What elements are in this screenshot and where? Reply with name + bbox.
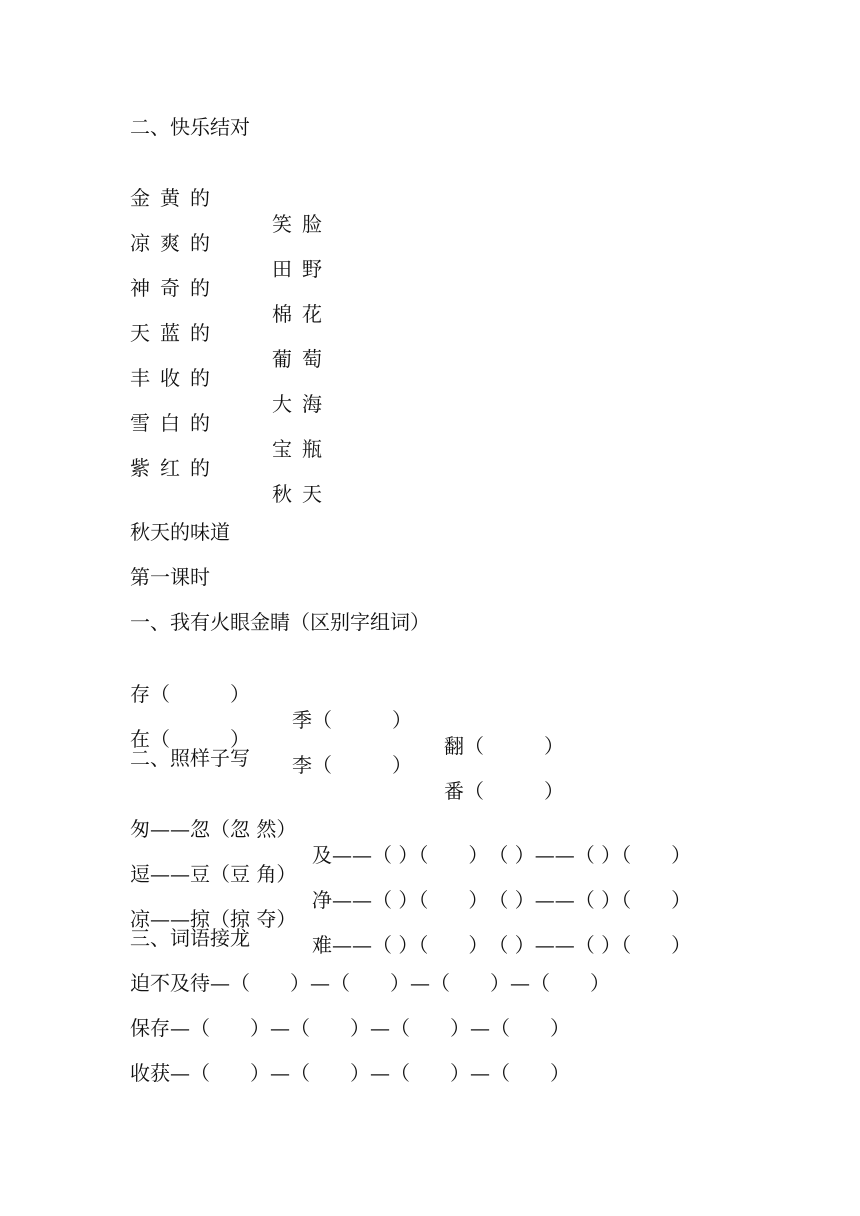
example-text: 逗——豆（豆 角） [130,862,297,886]
example-text: 凉——掠（掠 夺） [130,907,297,931]
example-text: 匆——忽（忽 然） [130,817,297,841]
pair-right: 大海 [272,392,332,416]
pair-right: 葡萄 [272,347,332,371]
section-distinguish-title: 一、我有火眼金睛（区别字组词） [130,610,430,634]
example-task: 净——（ ）（ ） （ ）——（ ）（ ） [312,888,692,912]
pair-row [0,294,860,371]
example-task: 及——（ ）（ ） （ ）——（ ）（ ） [312,843,692,867]
distinguish-cell: 存（ ） [130,682,250,706]
section-chain-title: 三、词语接龙 [130,926,250,950]
chain-row: 迫不及待—（ ）—（ ）—（ ）—（ ） [130,971,610,995]
section-pairs-title: 二、快乐结对 [130,115,250,139]
pair-row [0,429,860,506]
section-example-title: 二、照样子写 [130,746,250,770]
pair-row [0,204,860,281]
distinguish-cell: 在（ ） [130,727,250,751]
example-row [0,790,860,867]
pair-row [0,159,860,236]
pair-right: 宝瓶 [272,437,332,461]
distinguish-cell: 李（ ） [292,753,412,777]
pair-left: 凉爽的 [130,231,220,255]
lesson-title: 秋天的味道 [130,520,230,544]
pair-right: 田野 [272,257,332,281]
distinguish-cell: 翻（ ） [444,734,564,758]
pair-left: 神奇的 [130,276,220,300]
pair-left: 丰收的 [130,366,220,390]
example-row [0,835,860,912]
pair-right: 棉花 [272,302,332,326]
distinguish-cell: 季（ ） [292,708,412,732]
chain-row: 收获—（ ）—（ ）—（ ）—（ ） [130,1061,570,1085]
pair-left: 天蓝的 [130,321,220,345]
pair-left: 金黄的 [130,186,220,210]
example-task: 难——（ ）（ ） （ ）——（ ）（ ） [312,933,692,957]
pair-right: 笑脸 [272,212,332,236]
lesson-period: 第一课时 [130,565,210,589]
pair-row [0,384,860,461]
pair-right: 秋天 [272,482,332,506]
pair-left: 紫红的 [130,456,220,480]
pair-row [0,339,860,416]
pair-row [0,249,860,326]
distinguish-cell: 番（ ） [444,779,564,803]
pair-left: 雪白的 [130,411,220,435]
chain-row: 保存—（ ）—（ ）—（ ）—（ ） [130,1016,570,1040]
